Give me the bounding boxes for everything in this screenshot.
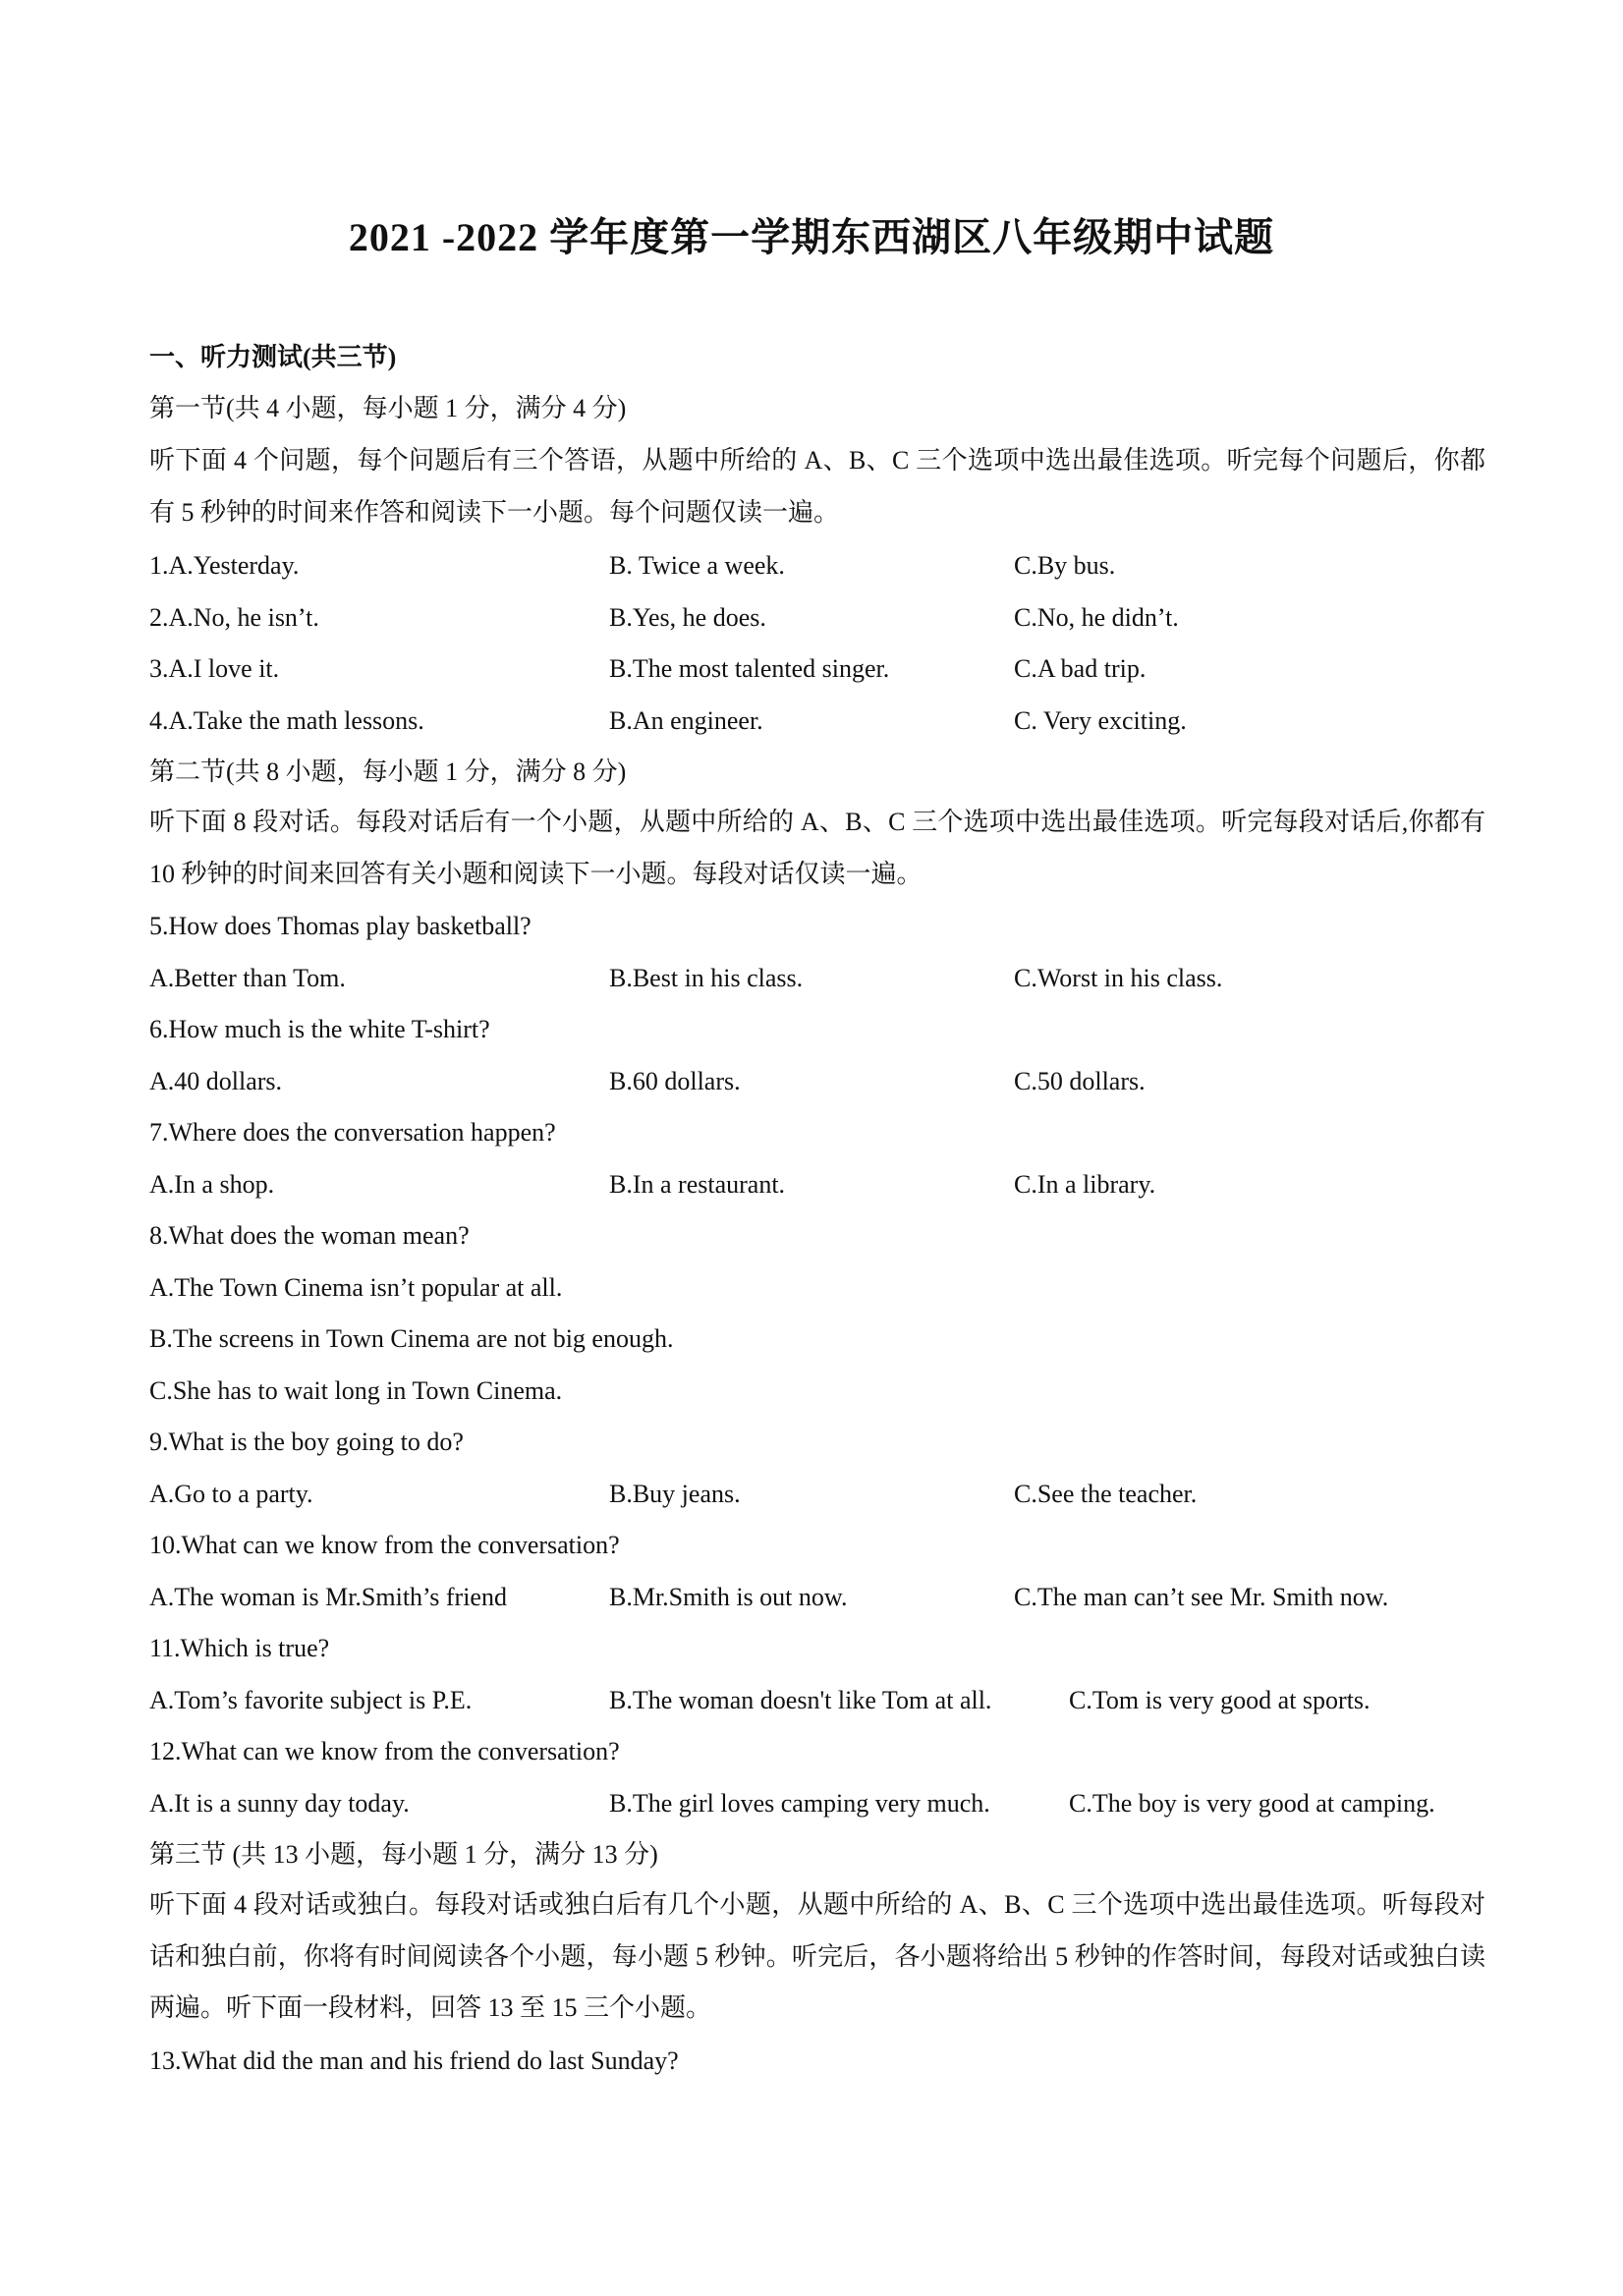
option-c: C.Worst in his class. (1014, 964, 1223, 992)
question-stem: 9.What is the boy going to do? (149, 1428, 464, 1456)
option-b: B.An engineer. (609, 706, 763, 735)
option-a: 4.A.Take the math lessons. (149, 706, 424, 735)
section2-instructions: 听下面 8 段对话。每段对话后有一个小题，从题中所给的 A、B、C 三个选项中选出最佳选项。听完每段对话后,你都有 10 秒钟的时间来回答有关小题和阅读下一小题。每段对话仅读一遍。 (149, 808, 1485, 888)
option-a: A.Better than Tom. (149, 964, 346, 992)
option-c: C.In a library. (1014, 1170, 1156, 1199)
option-c: C.Tom is very good at sports. (1069, 1686, 1371, 1714)
question-row (149, 1683, 1525, 1718)
option-b: B.Mr.Smith is out now. (609, 1583, 848, 1611)
option-c: C.No, he didn’t. (1014, 603, 1179, 632)
option-a: A.It is a sunny day today. (149, 1789, 410, 1818)
option-b: B.The woman doesn't like Tom at all. (609, 1686, 992, 1714)
question-row (149, 1477, 1525, 1512)
question-row (149, 651, 1525, 687)
question-row (149, 600, 1525, 636)
question-stem: 5.How does Thomas play basketball? (149, 912, 532, 940)
section1-instructions: 听下面 4 个问题，每个问题后有三个答语，从题中所给的 A、B、C 三个选项中选出最佳选项。听完每个问题后，你都有 5 秒钟的时间来作答和阅读下一小题。每个问题仅读一遍。 (149, 446, 1485, 527)
option-c: C.The man can’t see Mr. Smith now. (1014, 1583, 1389, 1611)
question-row (149, 1786, 1525, 1821)
section3-instructions: 听下面 4 段对话或独白。每段对话或独白后有几个小题，从题中所给的 A、B、C 三个选项中选出最佳选项。听每段对话和独白前，你将有时间阅读各个小题，每小题 5 秒钟。听完后，各小题将给出 5 秒钟的作答时间，每段对话或独白读两遍。听下面一段材料，回答 13 至 15 三个小题。 (149, 1890, 1485, 2022)
option-c: C.By bus. (1014, 551, 1116, 580)
section1-heading: 第一节(共 4 小题，每小题 1 分，满分 4 分) (149, 394, 627, 422)
option-b: B.In a restaurant. (609, 1170, 786, 1199)
option-b: B.Best in his class. (609, 964, 804, 992)
question-row (149, 1064, 1525, 1099)
option-a: A.40 dollars. (149, 1067, 283, 1095)
option-c: C.She has to wait long in Town Cinema. (149, 1376, 563, 1405)
question-stem: 7.Where does the conversation happen? (149, 1118, 556, 1147)
section3-heading: 第三节 (共 13 小题，每小题 1 分，满分 13 分) (149, 1840, 658, 1869)
question-row (149, 1167, 1525, 1203)
option-a: 3.A.I love it. (149, 654, 280, 683)
question-stem: 13.What did the man and his friend do last Sunday? (149, 2046, 679, 2075)
section2-heading: 第二节(共 8 小题，每小题 1 分，满分 8 分) (149, 757, 627, 786)
option-c: C.50 dollars. (1014, 1067, 1146, 1095)
option-a: A.In a shop. (149, 1170, 275, 1199)
option-a: A.Go to a party. (149, 1480, 313, 1508)
option-b: B.60 dollars. (609, 1067, 741, 1095)
question-row (149, 703, 1525, 739)
option-c: C.A bad trip. (1014, 654, 1147, 683)
part1-heading: 一、听力测试(共三节) (149, 343, 397, 371)
option-a: 2.A.No, he isn’t. (149, 603, 319, 632)
option-b: B. Twice a week. (609, 551, 785, 580)
question-stem: 6.How much is the white T-shirt? (149, 1015, 490, 1043)
option-b: B.The girl loves camping very much. (609, 1789, 990, 1818)
option-b: B.Yes, he does. (609, 603, 766, 632)
option-a: A.Tom’s favorite subject is P.E. (149, 1686, 473, 1714)
option-a: 1.A.Yesterday. (149, 551, 300, 580)
option-b: B.Buy jeans. (609, 1480, 741, 1508)
question-row (149, 548, 1525, 584)
option-c: C. Very exciting. (1014, 706, 1187, 735)
option-a: A.The Town Cinema isn’t popular at all. (149, 1273, 563, 1302)
question-row (149, 961, 1525, 996)
option-b: B.The screens in Town Cinema are not big enough. (149, 1324, 674, 1353)
option-b: B.The most talented singer. (609, 654, 890, 683)
question-stem: 12.What can we know from the conversation? (149, 1737, 620, 1765)
question-stem: 8.What does the woman mean? (149, 1221, 470, 1250)
question-stem: 10.What can we know from the conversation? (149, 1531, 620, 1559)
option-a: A.The woman is Mr.Smith’s friend (149, 1583, 507, 1611)
question-row (149, 1580, 1525, 1615)
question-stem: 11.Which is true? (149, 1634, 330, 1662)
page-title: 2021 -2022 学年度第一学期东西湖区八年级期中试题 (348, 215, 1275, 259)
option-c: C.The boy is very good at camping. (1069, 1789, 1435, 1818)
option-c: C.See the teacher. (1014, 1480, 1198, 1508)
